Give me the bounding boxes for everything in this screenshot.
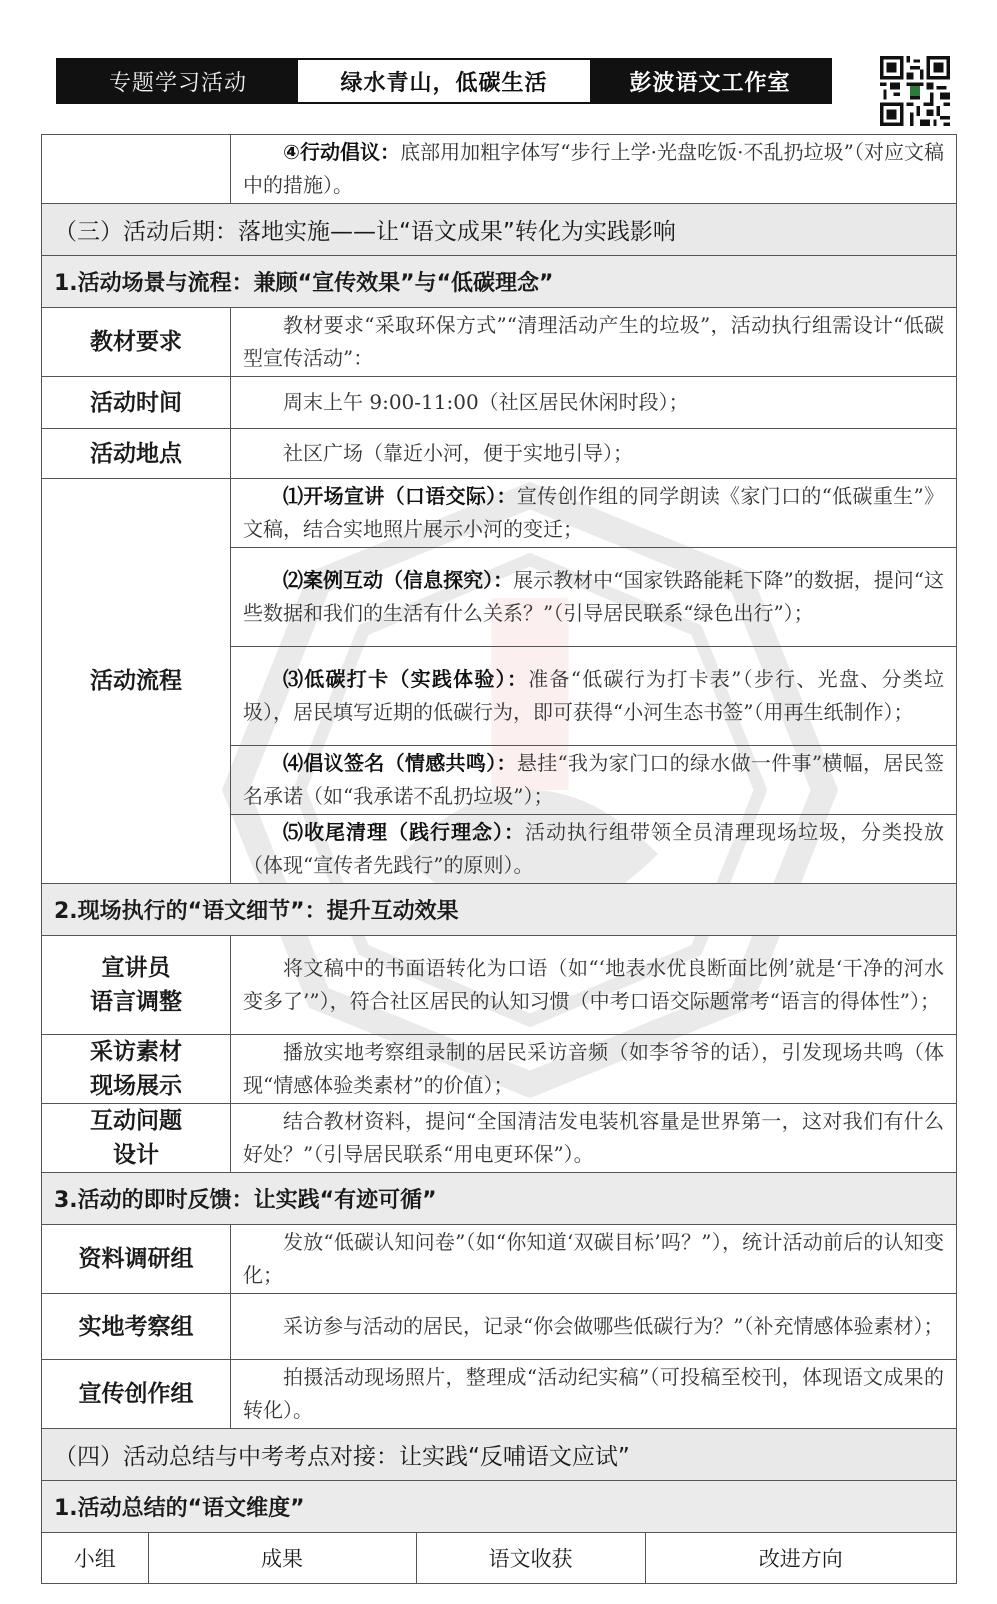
textbook-label: 教材要求	[42, 308, 231, 377]
table-row	[42, 1481, 957, 1533]
initiative-cell	[231, 135, 957, 204]
time-cell	[231, 377, 957, 429]
table-row	[42, 936, 957, 1035]
flow-step-4-bold: ⑷倡议签名（情感共鸣）：	[283, 751, 517, 775]
textbook-cell	[231, 308, 957, 377]
flow-step-4-text: 悬挂“我为家门口的绿水做一件事”横幅，居民签名承诺（如“我承诺不乱扔垃圾”）；	[243, 751, 945, 808]
speaker-label-line2: 语言调整	[90, 989, 182, 1015]
table-row	[42, 204, 957, 256]
speaker-text: 将文稿中的书面语转化为口语（如“‘地表水优良断面比例’就是‘干净的河水变多了’”），符合社区居民的认知习惯（中考口语交际题常考“语言的得体性”）；	[243, 956, 944, 1013]
time-label: 活动时间	[42, 377, 231, 429]
column-header-gain: 语文收获	[416, 1533, 645, 1583]
flow-step-cell	[231, 647, 957, 746]
research-text: 发放“低碳认知问卷”（如“你知道‘双碳目标’吗？”），统计活动前后的认知变化；	[243, 1230, 944, 1287]
promo-text: 拍摄活动现场照片，整理成“活动纪实稿”（可投稿至校刊，体现语文成果的转化）。	[243, 1365, 944, 1422]
flow-step-5-bold: ⑸收尾清理（践行理念）：	[283, 820, 525, 844]
time-text: 周末上午 9:00-11:00（社区居民休闲时段）；	[283, 390, 689, 414]
table-row	[42, 1225, 957, 1294]
table-row	[42, 1104, 957, 1173]
table-row	[42, 1035, 957, 1104]
table-row	[42, 377, 957, 429]
flow-step-cell	[231, 746, 957, 815]
flow-step-3-bold: ⑶低碳打卡（实践体验）：	[283, 667, 529, 691]
table-row	[42, 1360, 957, 1429]
flow-step-cell	[231, 815, 957, 884]
flow-step-cell	[231, 548, 957, 647]
table-row	[42, 1429, 957, 1481]
field-cell	[231, 1294, 957, 1360]
interview-cell	[231, 1035, 957, 1104]
subheading-4: 1.活动总结的“语文维度”	[42, 1481, 957, 1533]
interview-label-line2: 现场展示	[90, 1073, 182, 1099]
promo-cell	[231, 1360, 957, 1429]
flow-step-cell	[231, 479, 957, 548]
flow-step-2-bold: ⑵案例互动（信息探究）：	[283, 568, 514, 592]
flow-step-5-text: 活动执行组带领全员清理现场垃圾，分类投放（体现“宣传者先践行”的原则）。	[243, 820, 944, 877]
table-row	[42, 135, 957, 204]
question-label-line1: 互动问题	[90, 1108, 182, 1134]
qr-code-icon	[880, 56, 950, 126]
table-row	[42, 308, 957, 377]
summary-column-headers	[42, 1533, 956, 1583]
initiative-text: 底部用加粗字体写“步行上学·光盘吃饭·不乱扔垃圾”（对应文稿中的措施）。	[243, 140, 944, 197]
question-label	[42, 1104, 231, 1173]
subheading-2: 2.现场执行的“语文细节”：提升互动效果	[42, 884, 957, 936]
flow-label: 活动流程	[42, 479, 231, 884]
subheading-3: 3.活动的即时反馈：让实践“有迹可循”	[42, 1173, 957, 1225]
section-4-heading: （四）活动总结与中考考点对接：让实践“反哺语文应试”	[42, 1429, 957, 1481]
table-row	[42, 1173, 957, 1225]
research-cell	[231, 1225, 957, 1294]
subheading-1: 1.活动场景与流程：兼顾“宣传效果”与“低碳理念”	[42, 256, 957, 308]
flow-step-3-text: 准备“低碳行为打卡表”（步行、光盘、分类垃圾），居民填写近期的低碳行为，即可获得“小河生态书签”（用再生纸制作）；	[243, 667, 945, 724]
section-3-heading: （三）活动后期：落地实施——让“语文成果”转化为实践影响	[42, 204, 957, 256]
flow-step-1-bold: ⑴开场宣讲（口语交际）：	[283, 484, 517, 508]
table-row	[42, 884, 957, 936]
flow-step-1-text: 宣传创作组的同学朗读《家门口的“低碳重生”》文稿，结合实地照片展示小河的变迁；	[243, 484, 945, 541]
initiative-bold: ④行动倡议：	[283, 140, 401, 164]
interview-label-line1: 采访素材	[90, 1039, 182, 1065]
empty-label-cell	[42, 135, 231, 204]
header-banner	[56, 58, 832, 104]
question-cell	[231, 1104, 957, 1173]
banner-studio: 彭波语文工作室	[590, 60, 830, 102]
speaker-label-line1: 宣讲员	[101, 955, 171, 981]
place-cell	[231, 429, 957, 479]
summary-header-cell	[42, 1533, 957, 1584]
flow-step-2-text: 展示教材中“国家铁路能耗下降”的数据，提问“这些数据和我们的生活有什么关系？”（引导居民联系“绿色出行”）；	[243, 568, 945, 625]
table-row	[42, 1533, 957, 1584]
textbook-text: 教材要求“采取环保方式”“清理活动产生的垃圾”，活动执行组需设计“低碳型宣传活动”：	[243, 313, 944, 370]
research-label: 资料调研组	[42, 1225, 231, 1294]
table-row	[42, 256, 957, 308]
table-row	[42, 479, 957, 548]
banner-title: 绿水青山，低碳生活	[298, 60, 590, 102]
column-header-improve: 改进方向	[758, 1547, 843, 1571]
table-row	[42, 429, 957, 479]
interview-label	[42, 1035, 231, 1104]
column-header-result: 成果	[148, 1533, 416, 1583]
promo-label: 宣传创作组	[42, 1360, 231, 1429]
place-label: 活动地点	[42, 429, 231, 479]
field-text: 采访参与活动的居民，记录“你会做哪些低碳行为？”（补充情感体验素材）；	[283, 1314, 944, 1338]
activity-table	[41, 134, 957, 1584]
field-label: 实地考察组	[42, 1294, 231, 1360]
question-label-line2: 设计	[113, 1142, 159, 1168]
table-row	[42, 1294, 957, 1360]
place-text: 社区广场（靠近小河，便于实地引导）；	[283, 441, 633, 465]
speaker-label	[42, 936, 231, 1035]
interview-text: 播放实地考察组录制的居民采访音频（如李爷爷的话），引发现场共鸣（体现“情感体验类素材”的价值）；	[243, 1040, 944, 1097]
banner-topic: 专题学习活动	[58, 60, 298, 102]
speaker-cell	[231, 936, 957, 1035]
question-text: 结合教材资料，提问“全国清洁发电装机容量是世界第一，这对我们有什么好处？”（引导居民联系“用电更环保”）。	[243, 1109, 944, 1166]
column-header-group: 小组	[42, 1533, 148, 1583]
